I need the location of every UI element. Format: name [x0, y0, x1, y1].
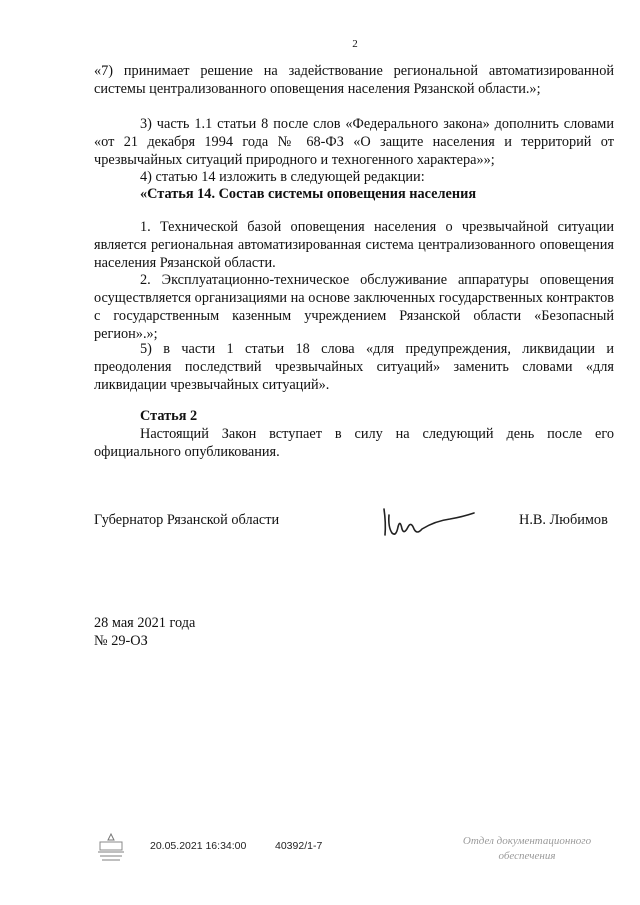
- paragraph-article14-point2: 2. Эксплуатационно-техническое обслуживание аппаратуры оповещения осуществляется организациями на основе заключенных государственных контрактов с государственным казенным учреждением Рязанской области «Безопасный регион».»;: [94, 272, 614, 342]
- paragraph-article2-text: Настоящий Закон вступает в силу на следующий день после его официального опубликования.: [94, 426, 614, 460]
- paragraph-item-3: 3) часть 1.1 статьи 8 после слов «Федерального закона» дополнить словами «от 21 декабря 1994 года № 68-ФЗ «О защите населения и территорий от чрезвычайных ситуаций природного и техногенного характера»»;: [94, 116, 614, 168]
- paragraph-article14-point1: 1. Технической базой оповещения населения о чрезвычайной ситуации является региональная автоматизированная система централизованного оповещения населения Рязанской области.: [94, 219, 614, 271]
- article-2-heading: Статья 2: [140, 408, 198, 424]
- paragraph-item-5: 5) в части 1 статьи 18 слова «для предупреждения, ликвидации и преодоления последствий чрезвычайных ситуаций» заменить словами «для ликвидации чрезвычайных ситуаций».: [94, 341, 614, 393]
- page-number: 2: [352, 38, 358, 50]
- department-stamp: [452, 834, 602, 864]
- department-line-2: обеспечения: [498, 850, 556, 862]
- law-date: 28 мая 2021 года: [94, 615, 196, 631]
- paragraph-clause-7: «7) принимает решение на задействование региональной автоматизированной системы централизованного оповещения населения Рязанской области.»;: [94, 63, 614, 97]
- paragraph-item-4: 4) статью 14 изложить в следующей редакции:: [140, 169, 425, 185]
- department-line-1: Отдел документационного: [462, 835, 592, 847]
- footer-doc-code: 40392/1-7: [275, 840, 323, 852]
- emblem-stamp-icon: [94, 832, 128, 864]
- signer-name: Н.В. Любимов: [519, 512, 608, 528]
- article-14-heading: «Статья 14. Состав системы оповещения населения: [140, 186, 477, 202]
- footer-timestamp: 20.05.2021 16:34:00: [150, 840, 247, 852]
- handwritten-signature: [380, 503, 480, 543]
- law-number: № 29-ОЗ: [94, 633, 148, 649]
- governor-title: Губернатор Рязанской области: [94, 512, 280, 528]
